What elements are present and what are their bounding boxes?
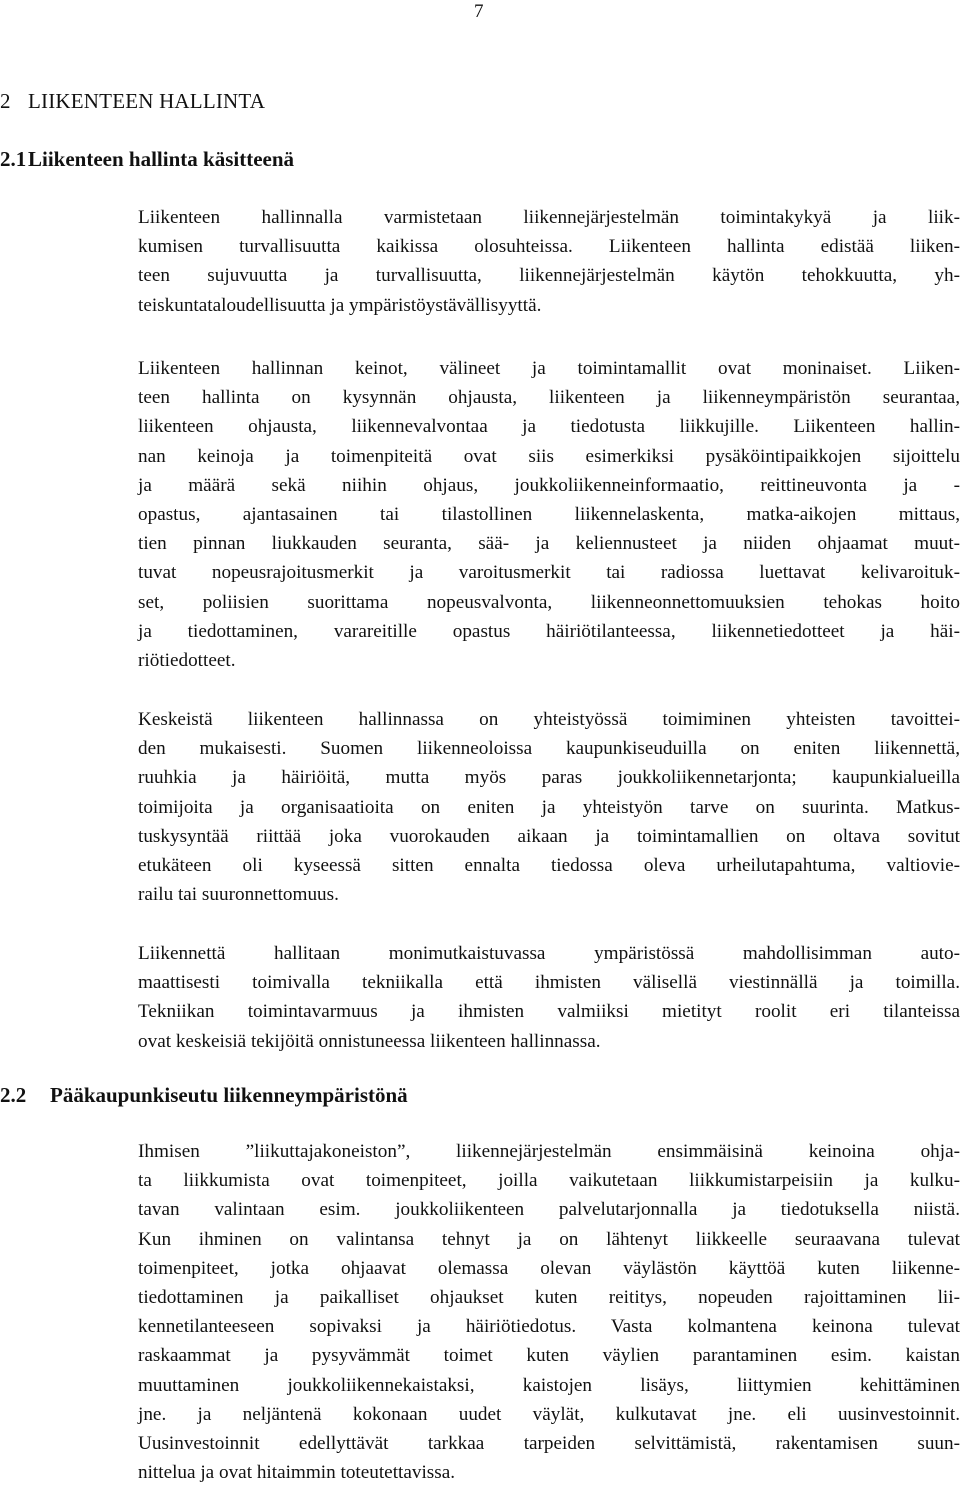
paragraph-1 <box>138 203 960 320</box>
text-line: teiskuntataloudellisuutta ja ympäristöystävällisyyttä. <box>138 294 542 316</box>
text-line: riötiedotteet. <box>138 650 236 672</box>
text-line: tien pinnan liukkauden seuranta, sää- ja keliennusteet ja niiden ohjaamat muut- <box>138 533 960 555</box>
text-line: ja tiedottaminen, varareitille opastus häiriötilanteessa, liikennetiedotteet ja häi- <box>138 620 960 642</box>
text-line: teen sujuvuutta ja turvallisuutta, liikennejärjestelmän käytön tehokkuutta, yh- <box>138 265 960 287</box>
text-line: etukäteen oli kyseessä sitten ennalta tiedossa oleva urheilutapahtuma, valtiovie- <box>138 855 960 877</box>
text-line: tiedottaminen ja paikalliset ohjaukset kuten reititys, nopeuden rajoittaminen lii- <box>138 1287 960 1309</box>
text-line: toimenpiteet, jotka ohjaavat olemassa olevan väylästön käyttöä kuten liikenne- <box>138 1257 960 1279</box>
text-line: kennetilanteeseen sopivaksi ja häiriötiedotus. Vasta kolmantena keinona tulevat <box>138 1316 960 1338</box>
paragraph-2 <box>138 354 960 675</box>
text-line: Tekniikan toimintavarmuus ja ihmisten valmiiksi mietityt roolit eri tilanteissa <box>138 1001 960 1023</box>
text-line: tuskysyntää riittää joka vuorokauden aikaan ja toimintamallien on oltava sovitut <box>138 825 960 847</box>
text-line: Ihmisen ”liikuttajakoneiston”, liikennejärjestelmän ensimmäisinä keinoina ohja- <box>138 1141 960 1162</box>
text-line: liikenteen ohjausta, liikennevalvontaa ja tiedotusta liikkujille. Liikenteen hallin- <box>138 416 960 438</box>
text-line: Kun ihminen on valintansa tehnyt ja on lähtenyt liikkeelle seuraavana tulevat <box>138 1228 960 1250</box>
paragraph-3 <box>138 705 960 909</box>
text-line: Uusinvestoinnit edellyttävät tarkkaa tarpeiden selvittämistä, rakentamisen suun- <box>138 1433 960 1455</box>
text-line: set, poliisien suorittama nopeusvalvonta, liikenneonnettomuuksien tehokas hoito <box>138 591 960 613</box>
chapter-heading <box>0 88 265 114</box>
text-line: den mukaisesti. Suomen liikenneoloissa kaupunkiseuduilla on eniten liikennettä, <box>138 738 960 760</box>
section-number: 2.2 <box>0 1083 27 1107</box>
section-heading-2-1 <box>0 146 294 172</box>
text-line: Liikennettä hallitaan monimutkaistuvassa ympäristössä mahdollisimman auto- <box>138 943 960 964</box>
text-line: toimijoita ja organisaatioita on eniten ja yhteistyön tarve on suurinta. Matkus- <box>138 796 960 818</box>
text-line: Keskeistä liikenteen hallinnassa on yhteistyössä toimiminen yhteisten tavoittei- <box>138 709 960 730</box>
section-heading-2-2 <box>0 1082 408 1108</box>
text-line: kumisen turvallisuutta kaikissa olosuhteissa. Liikenteen hallinta edistää liiken- <box>138 236 960 258</box>
text-line: nan keinoja ja toimenpiteitä ovat siis esimerkiksi pysäköintipaikkojen sijoittelu <box>138 445 960 467</box>
text-line: tavan valintaan esim. joukkoliikenteen palvelutarjonnalla ja tiedotuksella niistä. <box>138 1199 960 1221</box>
text-line: ja määrä sekä niihin ohjaus, joukkoliikenneinformaatio, reittineuvonta ja - <box>138 474 960 496</box>
chapter-title: LIIKENTEEN HALLINTA <box>28 89 266 113</box>
chapter-number: 2 <box>0 89 11 113</box>
paragraph-4 <box>138 939 960 1056</box>
text-line: nittelua ja ovat hitaimmin toteutettavissa. <box>138 1462 456 1484</box>
section-title: Liikenteen hallinta käsitteenä <box>28 147 295 171</box>
text-line: railu tai suuronnettomuus. <box>138 884 339 906</box>
text-line: jne. ja neljäntenä kokonaan uudet väylät, kulkutavat jne. eli uusinvestoinnit. <box>138 1403 960 1425</box>
section-number: 2.1 <box>0 147 27 171</box>
text-line: muuttaminen joukkoliikennekaistaksi, kaistojen lisäys, liittymien kehittäminen <box>138 1374 960 1396</box>
text-line: teen hallinta on kysynnän ohjausta, liikenteen ja liikenneympäristön seurantaa, <box>138 387 960 409</box>
text-line: Liikenteen hallinnan keinot, välineet ja toimintamallit ovat moninaiset. Liiken- <box>138 358 960 379</box>
text-line: Liikenteen hallinnalla varmistetaan liikennejärjestelmän toimintakykyä ja liik- <box>138 207 960 228</box>
text-line: ta liikkumista ovat toimenpiteet, joilla vaikutetaan liikkumistarpeisiin ja kulku- <box>138 1170 960 1192</box>
text-line: tuvat nopeusrajoitusmerkit ja varoitusmerkit tai radiossa luettavat kelivaroituk- <box>138 562 960 584</box>
text-line: opastus, ajantasainen tai tilastollinen liikennelaskenta, matka-aikojen mittaus, <box>138 504 960 526</box>
text-line: maattisesti toimivalla tekniikalla että ihmisten välisellä viestinnällä ja toimilla. <box>138 972 960 994</box>
paragraph-5 <box>138 1137 960 1487</box>
page-number: 7 <box>474 1 484 22</box>
text-line: ovat keskeisiä tekijöitä onnistuneessa liikenteen hallinnassa. <box>138 1030 601 1052</box>
text-line: ruuhkia ja häiriöitä, mutta myös paras joukkoliikennetarjonta; kaupunkialueilla <box>138 767 960 789</box>
text-line: raskaammat ja pysyvämmät toimet kuten väylien parantaminen esim. kaistan <box>138 1345 960 1367</box>
section-title: Pääkaupunkiseutu liikenneympäristönä <box>50 1083 408 1107</box>
